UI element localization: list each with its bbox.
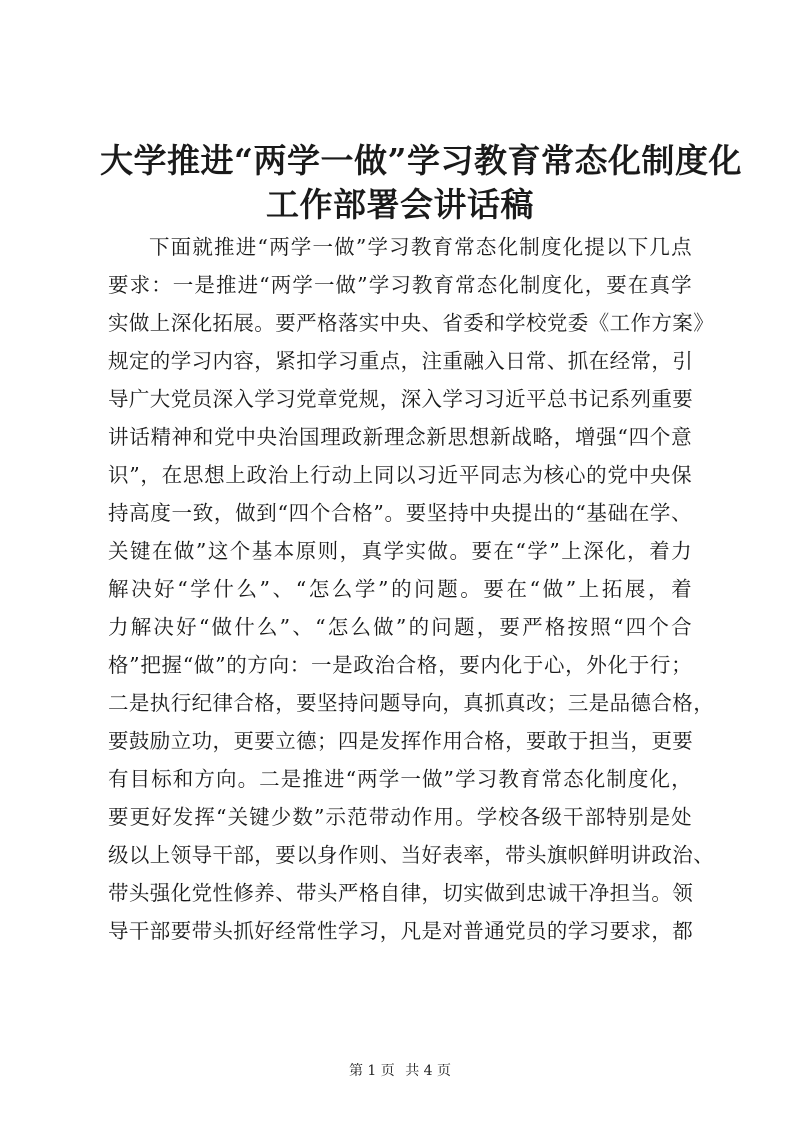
body-line: 下面就推进“两学一做”学习教育常态化制度化提以下几点 [149,235,692,259]
body-line: 级以上领导干部，要以身作则、当好表率，带头旗帜鲜明讲政治、 [108,843,715,867]
body-line: 实做上深化拓展。要严格落实中央、省委和学校党委《工作方案》 [108,311,715,335]
body-line: 解决好“学什么”、“怎么学”的问题。要在“做”上拓展，着 [108,577,692,601]
body-line: 要更好发挥“关键少数”示范带动作用。学校各级干部特别是处 [108,805,692,829]
body-line: 二是执行纪律合格，要坚持问题导向，真抓真改；三是品德合格， [108,691,715,715]
body-line: 要求：一是推进“两学一做”学习教育常态化制度化，要在真学 [108,273,692,297]
body-line: 有目标和方向。二是推进“两学一做”学习教育常态化制度化， [108,767,692,791]
page-footer [0,1060,800,1080]
body-line: 导广大党员深入学习党章党规，深入学习习近平总书记系列重要 [108,387,694,411]
body-line: 识”，在思想上政治上行动上同以习近平同志为核心的党中央保 [108,463,692,487]
body-line: 规定的学习内容，紧扣学习重点，注重融入日常、抓在经常，引 [108,349,694,373]
page-number: 第 1 页 [348,1063,395,1079]
body-line: 讲话精神和党中央治国理政新理念新思想新战略，增强“四个意 [108,425,692,449]
body-line: 要鼓励立功，更要立德；四是发挥作用合格，要敢于担当，更要 [108,729,694,753]
document-title-line-1: 大学推进“两学一做”学习教育常态化制度化 [100,141,742,180]
body-line: 力解决好“做什么”、“怎么做”的问题，要严格按照“四个合 [108,615,692,639]
body-line: 带头强化党性修养、带头严格自律，切实做到忠诚干净担当。领 [108,881,694,905]
body-line: 持高度一致，做到“四个合格”。要坚持中央提出的“基础在学、 [108,501,692,525]
document-title-line-2: 工作部署会讲话稿 [266,185,534,224]
page-total: 共 4 页 [405,1063,452,1079]
body-line: 格”把握“做”的方向：一是政治合格，要内化于心，外化于行； [108,653,692,677]
body-line: 关键在做”这个基本原则，真学实做。要在“学”上深化，着力 [108,539,692,563]
body-line: 导干部要带头抓好经常性学习，凡是对普通党员的学习要求，都 [108,919,694,943]
